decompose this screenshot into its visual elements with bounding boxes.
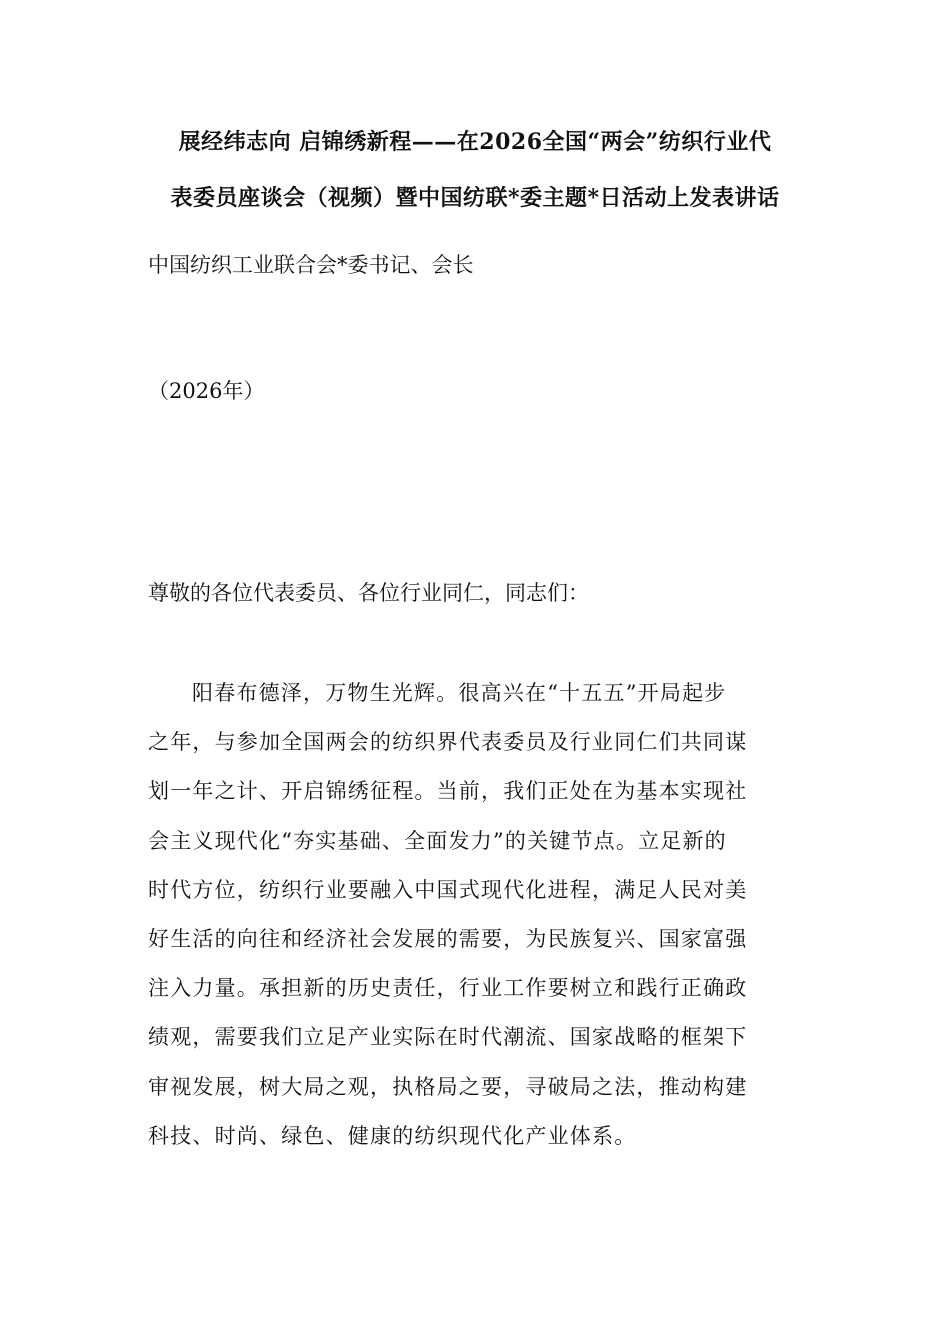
author-line: 中国纺织工业联合会*委书记、会长	[148, 253, 474, 277]
body-paragraph	[148, 669, 808, 1161]
paragraph-line: 阳春布德泽，万物生光辉。很高兴在“十五五”开局起步	[192, 681, 727, 705]
document-title	[140, 114, 810, 226]
paragraph-line: 好生活的向往和经济社会发展的需要，为民族复兴、国家富强	[148, 927, 748, 952]
title-line-1: 展经纬志向 启锦绣新程——在2026全国“两会”纺织行业代	[178, 129, 772, 155]
paragraph-line: 时代方位，纺织行业要融入中国式现代化进程，满足人民对美	[148, 877, 748, 902]
paragraph-line: 划一年之计、开启锦绣征程。当前，我们正处在为基本实现社	[148, 779, 748, 804]
salutation: 尊敬的各位代表委员、各位行业同仁，同志们：	[148, 581, 589, 605]
title-line-2: 表委员座谈会（视频）暨中国纺联*委主题*日活动上发表讲话	[170, 185, 780, 211]
paragraph-line: 绩观，需要我们立足产业实际在时代潮流、国家战略的框架下	[148, 1025, 748, 1050]
paragraph-line: 会主义现代化“夯实基础、全面发力”的关键节点。立足新的	[148, 828, 727, 853]
paragraph-line: 之年，与参加全国两会的纺织界代表委员及行业同仁们共同谋	[148, 730, 748, 755]
paragraph-line: 科技、时尚、绿色、健康的纺织现代化产业体系。	[148, 1123, 637, 1148]
paragraph-line: 审视发展，树大局之观，执格局之要，寻破局之法，推动构建	[148, 1074, 748, 1099]
paragraph-line: 注入力量。承担新的历史责任，行业工作要树立和践行正确政	[148, 976, 748, 1001]
year-line: （2026年）	[148, 379, 265, 403]
